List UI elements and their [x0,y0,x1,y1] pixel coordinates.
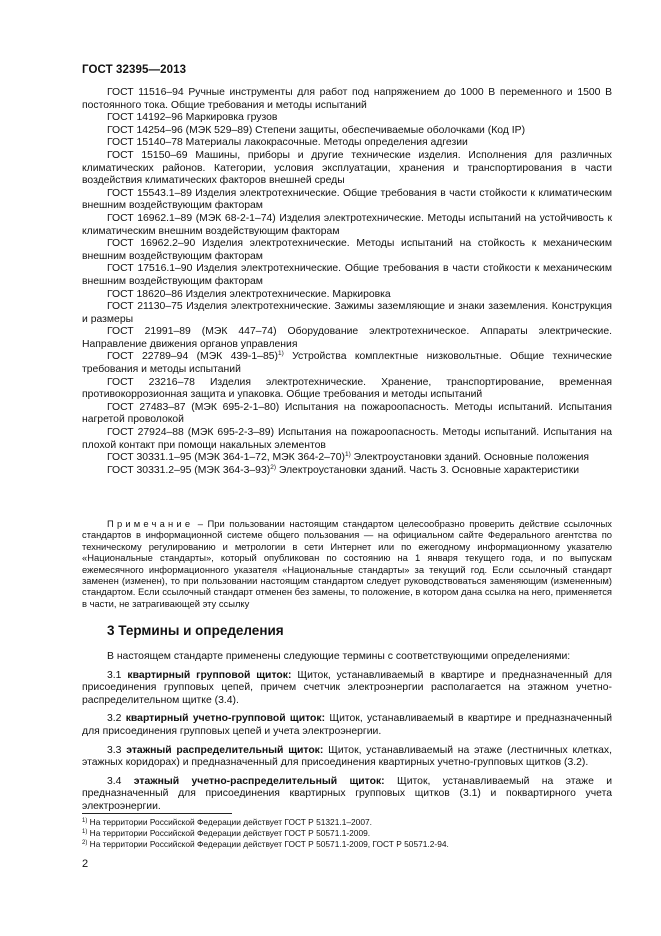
term-number: 3.4 [107,775,122,787]
term-definition [82,745,612,770]
reference-item: ГОСТ 22789–94 (МЭК 439-1–85)$^{1)}$ Устройства комплектные низковольтные. Общие технические требования и методы испытаний [82,350,612,376]
page-number: 2 [82,858,89,870]
reference-item: ГОСТ 27483–87 (МЭК 695-2-1–80) Испытания на пожароопасность. Методы испытаний. Испытания нагретой проволокой [82,401,612,426]
term-text: Щиток, устанавливаемый на этаже (лестничных клетках, этажных коридорах) и предназначенный для присоединения квартирных учетно-групповых щитков (3.2). [82,744,612,769]
footnote-ref: 2) [270,463,276,471]
reference-item: ГОСТ 14254–96 (МЭК 529–89) Степени защиты, обеспечиваемые оболочками (Код IP) [107,124,526,136]
reference-item: ГОСТ 15543.1–89 Изделия электротехнические. Общие требования в части стойкости к климатическим внешним воздействующим факторам [82,187,612,212]
normative-references-list [82,87,612,477]
footnote-ref: 1) [277,350,284,358]
note-paragraph [82,518,612,609]
reference-item: ГОСТ 18620–86 Изделия электротехнические. Маркировка [107,288,391,300]
footnote: $^{2)}$ На территории Российской Федерации действует ГОСТ Р 50571.1-2009, ГОСТ Р 50571.2-94. [82,839,449,850]
footnote-mark: 1) [82,818,88,824]
section-intro: В настоящем стандарте применены следующие термины с соответствующими определениями: [107,651,571,662]
term-text: Щиток, устанавливаемый в квартире и предназначенный для присоединения групповых цепей, причем счетчик электроэнергии располагается на этажном учетно-распределительном щитке (3.4). [82,669,613,706]
reference-item: ГОСТ 15140–78 Материалы лакокрасочные. Методы определения адгезии [107,137,468,149]
term-name: этажный распределительный щиток: [126,744,324,756]
term-number: 3.2 [107,713,122,725]
footnote: $^{1)}$ На территории Российской Федерации действует ГОСТ Р 50571.1-2009. [82,828,371,839]
reference-item: ГОСТ 15150–69 Машины, приборы и другие технические изделия. Исполнения для различных климатических районов. Категории, условия эксплуатации, хранения и транспортирования в части воздействия климатических факторов внешней среды [82,149,612,187]
footnote-divider [82,813,232,814]
reference-item: ГОСТ 11516–94 Ручные инструменты для работ под напряжением до 1000 В переменного и 1500 В постоянного тока. Общие требования и методы испытаний [82,87,612,111]
term-text: Щиток, устанавливаемый на этаже и предназначенный для присоединения квартирных групповых щитков (3.1) и поквартирного учета электроэнергии. [82,775,612,812]
term-name: этажный учетно-распределительный щиток: [133,775,385,787]
note-text: – При пользовании настоящим стандартом целесообразно проверить действие ссылочных стандартов в информационной системе общего пользования — на официальном сайте Федерального агентства по техническому регулированию и метрологии в сети Интернет или по ежегодному информационному указателю «Национальные стандарты», который опубликован по состоянию на 1 января текущего года, и по выпускам ежемесячного информационного указателя «Национальные стандарты» за текущий год. Если ссылочный стандарт заменен (изменен), то при пользовании настоящим стандартом следует руководствоваться заменяющим (измененным) стандартом. Если ссылочный стандарт отменен без замены, то положение, в котором дана ссылка на него, применяется в части, не затрагивающей эту ссылку [82,518,612,609]
term-number: 3.3 [107,744,122,756]
reference-item: ГОСТ 23216–78 Изделия электротехнические. Хранение, транспортирование, временная противокоррозионная защита и упаковка. Общие требования и методы испытаний [82,376,612,401]
reference-item: ГОСТ 21991–89 (МЭК 447–74) Оборудование электротехническое. Аппараты электрические. Направление движения органов управления [82,326,612,350]
reference-item: ГОСТ 17516.1–90 Изделия электротехнические. Общие требования в части стойкости к механическим внешним воздействующим факторам [82,263,612,287]
reference-item: ГОСТ 21130–75 Изделия электротехнические. Зажимы заземляющие и знаки заземления. Конструкция и размеры [82,301,612,325]
page-header: ГОСТ 32395—2013 [82,64,187,76]
reference-item: ГОСТ 16962.2–90 Изделия электротехнические. Методы испытаний на стойкость к механическим внешним воздействующим факторам [82,238,612,262]
footnote-mark: 1) [82,829,88,836]
reference-item: ГОСТ 14192–96 Маркировка грузов [107,112,278,124]
term-number: 3.1 [107,669,122,681]
term-text: Щиток, устанавливаемый в квартире и предназначенный для присоединения групповых цепей и учета электроэнергии. [82,713,613,737]
term-definition [82,776,612,814]
reference-item: ГОСТ 16962.1–89 (МЭК 68-2-1–74) Изделия электротехнические. Методы испытаний на устойчивость к климатическим внешним воздействующим факторам [82,212,612,237]
footnote-ref: 1) [344,451,351,459]
term-name: квартирный групповой щиток: [127,669,292,681]
term-definition [82,670,612,708]
footnote-mark: 2) [82,840,88,847]
terms-section [82,651,612,820]
footnote: $^{1)}$ На территории Российской Федерации действует ГОСТ Р 51321.1–2007. [82,817,372,827]
reference-item: ГОСТ 30331.1–95 (МЭК 364-1–72, МЭК 364-2–70)$^{1)}$ Электроустановки зданий. Основные положения [107,451,590,464]
term-name: квартирный учетно-групповой щиток: [125,713,326,725]
footnotes [82,817,612,851]
term-definition [82,713,612,738]
section-title: 3 Термины и определения [107,623,284,638]
reference-item: ГОСТ 30331.2–95 (МЭК 364-3–93)$^{2)}$ Электроустановки зданий. Часть 3. Основные характеристики [107,463,580,476]
note-label: Примечание [107,518,194,529]
reference-item: ГОСТ 27924–88 (МЭК 695-2-3–89) Испытания на пожароопасность. Методы испытаний. Испытания на плохой контакт при помощи накальных элементов [82,427,612,451]
